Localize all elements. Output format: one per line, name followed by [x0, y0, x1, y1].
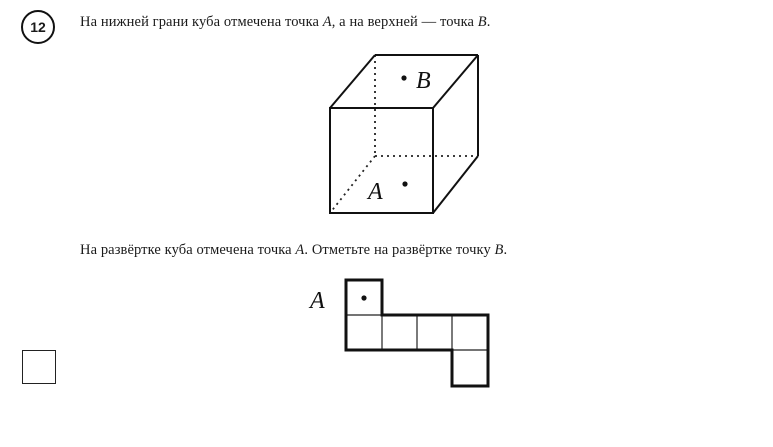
cube-point-a-label: A	[368, 179, 383, 205]
cube-net-figure[interactable]	[306, 277, 496, 392]
net-square-bottom[interactable]	[452, 350, 488, 386]
answer-box[interactable]	[22, 350, 56, 384]
question-line-2-point-a: A	[295, 242, 305, 258]
question-line-2-end: .	[503, 242, 508, 258]
cube-edge-top-left	[330, 55, 375, 108]
question-line-1-point-a: A	[322, 14, 332, 30]
question-line-2-mid: . Отметьте на развёртке точку	[304, 242, 495, 258]
task-number: 12	[30, 19, 46, 35]
task-number-badge	[21, 10, 55, 44]
question-line-2-start: На развёртке куба отмечена точка	[80, 242, 296, 258]
cube-point-b-dot	[401, 75, 406, 80]
question-line-1-start: На нижней грани куба отмечена точка	[80, 14, 323, 30]
net-square-row-3[interactable]	[417, 315, 452, 350]
question-line-2	[80, 242, 507, 259]
cube-point-b-label: B	[416, 68, 431, 94]
cube-point-a-dot	[402, 181, 407, 186]
cube-edge-bottom-right	[433, 156, 478, 213]
net-point-a-label: A	[310, 288, 325, 314]
question-line-2-point-b: B	[494, 242, 504, 258]
cube-edge-top-right	[433, 55, 478, 108]
net-square-row-4[interactable]	[452, 315, 488, 350]
question-line-1-mid: , а на верхней — точка	[331, 14, 478, 30]
question-line-1	[80, 14, 490, 31]
cube-figure	[320, 50, 490, 220]
net-point-a-dot	[361, 295, 366, 300]
net-square-row-1[interactable]	[346, 315, 382, 350]
question-line-1-point-b: B	[477, 14, 487, 30]
question-line-1-end: .	[486, 14, 491, 30]
net-square-row-2[interactable]	[382, 315, 417, 350]
